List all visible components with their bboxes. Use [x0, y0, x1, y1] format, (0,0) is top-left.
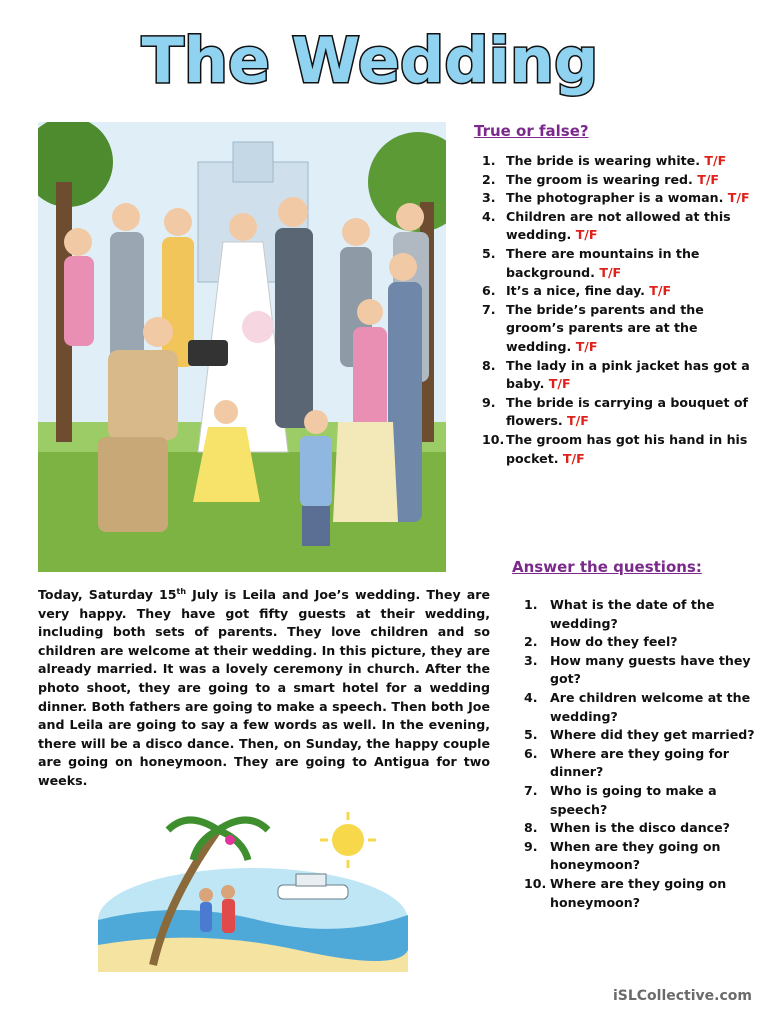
- list-item: 6. Where are they going for dinner?: [524, 745, 729, 780]
- tf-answer: T/F: [548, 376, 571, 392]
- true-false-list: [482, 152, 757, 468]
- wedding-illustration: [38, 122, 446, 572]
- questions-heading: Answer the questions:: [512, 558, 702, 576]
- list-item: 7. Who is going to make a speech?: [524, 782, 717, 817]
- list-item: 4. Are children welcome at the wedding?: [524, 689, 751, 724]
- list-item: 2. The groom is wearing red. T/F: [482, 171, 720, 187]
- story-text: Today, Saturday 15th July is Leila and Joe’s wedding. They are very happy. They have got fifty guests at their wedding, including both sets of parents. They love children and so children are welcome at their wedding. In this picture, they are already married. It was a lovely ceremony in church. After the photo shoot, they are going to a smart hotel for a wedding dinner. Both fathers are going to make a speech. Then both Joe and Leila are going to say a few words as well. In the evening, there will be a disco dance. Then, on Sunday, the happy couple are going on honeymoon. They are going to Antigua for two weeks.: [38, 586, 490, 788]
- tf-answer: T/F: [704, 153, 727, 168]
- list-item: 5. Where did they get married?: [524, 727, 755, 743]
- list-item: 8. When is the disco dance?: [524, 820, 730, 836]
- tf-answer: T/F: [575, 338, 598, 354]
- list-item: 4. Children are not allowed at this wedding. T/F: [482, 208, 731, 243]
- list-item: 3. How many guests have they got?: [524, 652, 751, 687]
- tf-answer: T/F: [575, 227, 598, 243]
- tf-answer: T/F: [599, 264, 622, 280]
- tf-answer: T/F: [562, 450, 585, 466]
- list-item: 8. The lady in a pink jacket has got a baby. T/F: [482, 357, 750, 392]
- list-item: 10. Where are they going on honeymoon?: [524, 875, 727, 910]
- tf-answer: T/F: [567, 413, 589, 429]
- true-false-heading: True or false?: [474, 122, 589, 140]
- tf-answer: T/F: [727, 190, 750, 206]
- watermark: iSLCollective.com: [612, 988, 752, 1004]
- questions-list: [524, 596, 760, 912]
- list-item: 5. There are mountains in the background. T/F: [482, 245, 700, 280]
- tf-answer: T/F: [697, 171, 720, 187]
- tf-answer: T/F: [649, 283, 672, 299]
- list-item: 1. The bride is wearing white. T/F: [482, 153, 727, 168]
- list-item: 10. The groom has got his hand in his pocket. T/F: [482, 431, 748, 466]
- list-item: 9. When are they going on honeymoon?: [524, 838, 721, 873]
- list-item: 7. The bride’s parents and the groom’s parents are at the wedding. T/F: [482, 301, 704, 354]
- honeymoon-clipart: [98, 800, 408, 972]
- list-item: 9. The bride is carrying a bouquet of flowers. T/F: [482, 394, 749, 429]
- list-item: 1. What is the date of the wedding?: [524, 597, 715, 631]
- list-item: 3. The photographer is a woman. T/F: [482, 190, 750, 206]
- list-item: 2. How do they feel?: [524, 634, 678, 650]
- worksheet-title: [130, 18, 610, 104]
- title-text: The Wedding: [141, 24, 599, 97]
- list-item: 6. It’s a nice, fine day. T/F: [482, 283, 672, 299]
